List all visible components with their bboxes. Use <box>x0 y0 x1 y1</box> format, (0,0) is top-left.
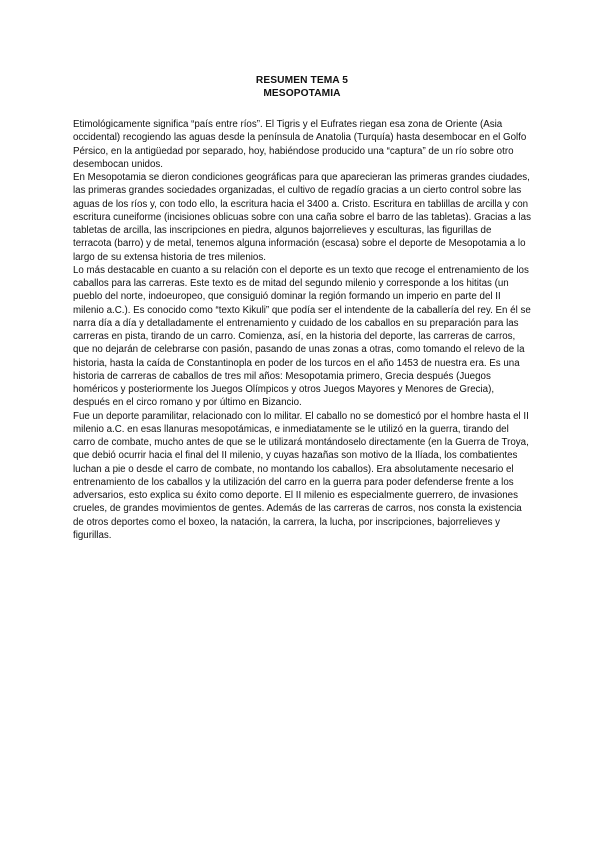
document-subtitle: MESOPOTAMIA <box>263 88 341 99</box>
paragraph-etymology: Etimológicamente significa “país entre ríos”. El Tigris y el Eufrates riegan esa zona de Oriente (Asia occidental) recogiendo las aguas desde la península de Anatolia (Turquía) hasta desembocar en el Golfo Pérsico, en la antigüedad por separado, hoy, habiéndose producido una “captura” de un río sobre otro desembocan unidos. <box>73 119 527 170</box>
title-block <box>0 74 600 100</box>
paragraph-kikuli-text: Lo más destacable en cuanto a su relación con el deporte es un texto que recoge el entrenamiento de los caballos para las carreras. Este texto es de mitad del segundo milenio y corresponde a los hititas (un pueblo del norte, indoeuropeo, que consiguió dominar la región formando un imperio en parte del II milenio a.C.). Es conocido como “texto Kikuli” que podía ser el intendente de la caballería del rey. En él se narra día a día y detalladamente el entrenamiento y cuidado de los caballos en su preparación para las carreras en pista, tirando de un carro. Comienza, así, en la historia del deporte, las carreras de carros, que no dejarán de celebrarse con pasión, pasando de unas zonas a otras, como tomando el relevo de la historia, hasta la caída de Constantinopla en poder de los turcos en el año 1453 de nuestra era. Es una historia de carreras de caballos de tres mil años: Mesopotamia primero, Grecia después (Juegos homéricos y posteriormente los Juegos Olímpicos y otros Juegos Mayores y Menores de Grecia), después en el circo romano y por último en Bizancio. <box>73 264 531 409</box>
paragraph-geography-writing: En Mesopotamia se dieron condiciones geográficas para que aparecieran las primeras grandes ciudades, las primeras grandes sociedades organizadas, el cultivo de regadío gracias a un cierto control sobre las aguas de los ríos y, con todo ello, la escritura hacia el 3400 a. Cristo. Escritura en tablillas de arcilla y con escritura cuneiforme (incisiones oblicuas sobre con una caña sobre el barro de las tabletas). Gracias a las tabletas de arcilla, las inscripciones en piedra, algunos bajorrelieves y esculturas, las figurillas de terracota (barro) y de metal, tenemos alguna información (escasa) sobre el deporte de Mesopotamia a lo largo de su extensa historia de tres milenios. <box>73 172 531 263</box>
body-text <box>73 118 531 542</box>
document-title: RESUMEN TEMA 5 <box>255 75 349 86</box>
paragraph-paramilitary-sport: Fue un deporte paramilitar, relacionado con lo militar. El caballo no se domesticó por el hombre hasta el II milenio a.C. en esas llanuras mesopotámicas, e inmediatamente se le utilizó en la guerra, tirando del carro de combate, mucho antes de que se le utilizará montándoselo directamente (en la Guerra de Troya, que debió ocurrir hacia el final del II milenio, y cuyas hazañas son motivo de la Ilíada, los combatientes luchan a pie o desde el carro de combate, no montando los caballos). Era absolutamente necesario el entrenamiento de los caballos y la utilización del carro en la guerra para poder defenderse frente a los adversarios, esto explica su éxito como deporte. El II milenio es especialmente guerrero, de invasiones crueles, de grandes movimientos de gentes. Además de las carreras de carros, nos consta la existencia de otros deportes como el boxeo, la natación, la carrera, la lucha, por inscripciones, bajorrelieves y figurillas. <box>73 410 529 541</box>
